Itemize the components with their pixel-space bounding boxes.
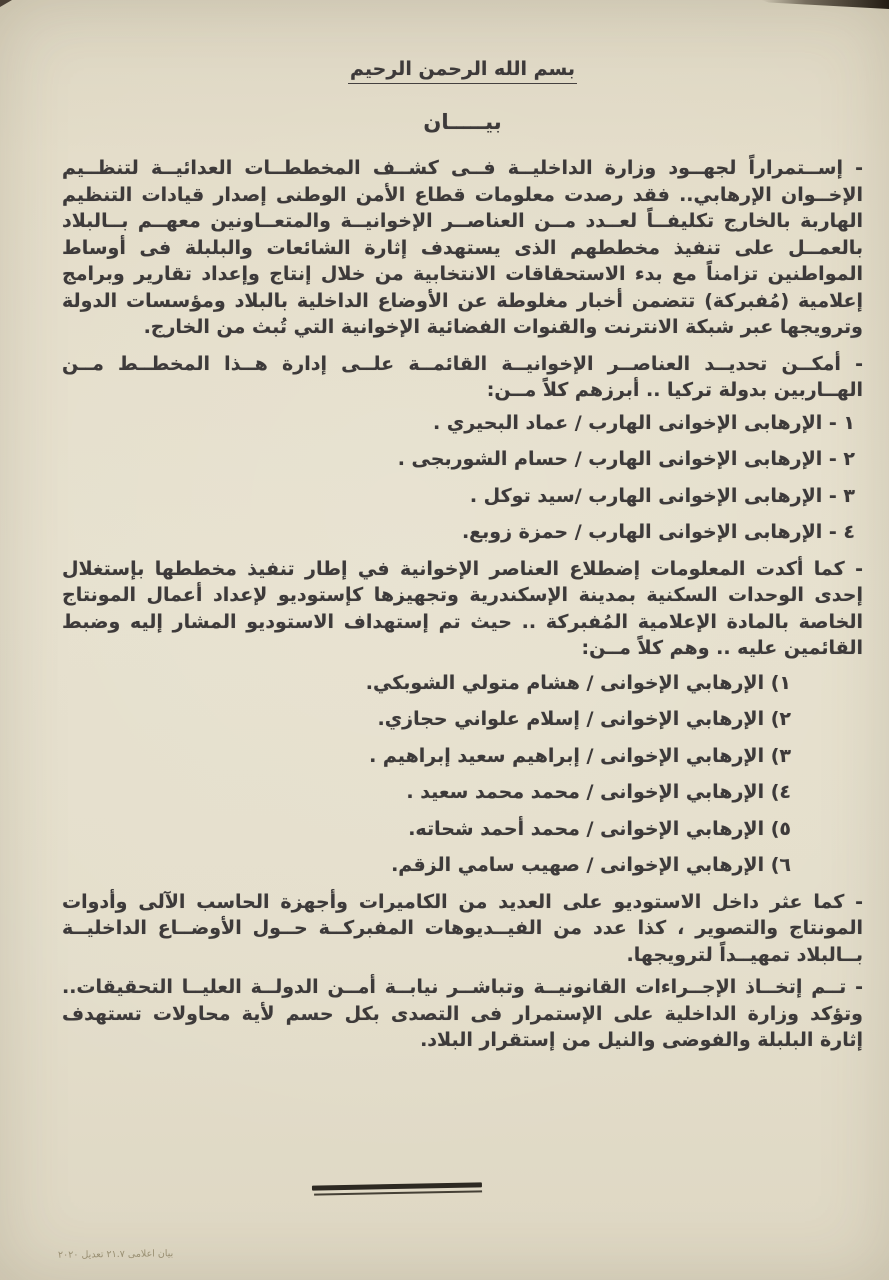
footer-stamp: بيان اعلامى ٢١.٧ تعديل ٢٠٢٠ (57, 1248, 174, 1261)
paragraph-legal-action: - تــم إتخــاذ الإجــراءات القانونيــة وتباشــر نيابــة أمــن الدولــة العليــا التحقيقات.. وتؤكد وزارة الداخلية على الإستمرار فى التصدى بكل حسم لأية محاولات تستهدف إثارة البلبلة والفوضى والنيل من إستقرار البلاد. (62, 976, 863, 1051)
arrested-persons-list (62, 670, 863, 879)
fugitive-item: ١ - الإرهابى الإخوانى الهارب / عماد البحيري . (432, 411, 855, 434)
arrested-item: ٥) الإرهابي الإخوانى / محمد أحمد شحاته. (408, 817, 791, 840)
arrested-item: ٦) الإرهابي الإخوانى / صهيب سامي الزقم. (391, 854, 791, 876)
statement-title: بيـــــان (423, 109, 502, 134)
closing-rule (312, 1182, 482, 1195)
arrested-item: ٣) الإرهابي الإخوانى / إبراهيم سعيد إبراهيم . (369, 744, 791, 767)
fugitive-item: ٢ - الإرهابى الإخوانى الهارب / حسام الشوربجى . (397, 448, 855, 470)
fugitive-item: ٤ - الإرهابى الإخوانى الهارب / حمزة زوبع. (461, 521, 855, 543)
paragraph-turkey-leaders: - أمكــن تحديــد العناصــر الإخوانيــة القائمــة علــى إدارة هــذا المخطــط مــن الهــاربين بدولة تركيا .. أبرزهم كلاً مــن: (62, 352, 863, 401)
fugitive-item: ٣ - الإرهابى الإخوانى الهارب /سيد توكل . (469, 484, 855, 507)
paragraph-studio-raid: - كما أكدت المعلومات إضطلاع العناصر الإخوانية في إطار تنفيذ مخططها بإستغلال إحدى الوحدات السكنية بمدينة الإسكندرية وتجهيزها كإستوديو لإعداد أعمال المونتاج الخاصة بالمادة الإعلامية المُفبركة .. حيث تم إستهداف الاستوديو المشار إليه وضبط القائمين عليه .. وهم كلاً مــن: (62, 557, 863, 659)
arrested-item: ١) الإرهابي الإخوانى / هشام متولي الشوبكي. (365, 671, 791, 694)
closing-rule-thin-line (314, 1190, 482, 1195)
paragraph-plot-monitoring: - إســتمراراً لجهــود وزارة الداخليــة فــى كشــف المخططــات العدائيــة لتنظــيم الإخــوان الإرهابي.. فقد رصدت معلومات قطاع الأمن الوطنى إصدار قيادات التنظيم الهاربة بالخارج تكليفــاً لعــدد مــن العناصــر الإخوانيــة والمتعــاونين معهــم بــالبلاد بالعمــل على تنفيذ مخططهم الذى يستهدف إثارة الشائعات والبلبلة فى أوساط المواطنين تزامناً مع بدء الاستحقاقات الانتخابية من خلال إنتاج وإعداد تقارير وبرامج إعلامية (مُفبركة) تتضمن أخبار مغلوطة عن الأوضاع الداخلية بالبلاد ومؤسسات الدولة وترويجها عبر شبكة الانترنت والقنوات الفضائية الإخوانية التي تُبث من الخارج. (62, 157, 863, 338)
arrested-item: ٤) الإرهابي الإخوانى / محمد محمد سعيد . (406, 781, 791, 803)
fugitive-leaders-list (62, 410, 863, 546)
arrested-item: ٢) الإرهابي الإخوانى / إسلام علواني حجازي. (377, 708, 791, 730)
paragraph-seized-equipment: - كما عثر داخل الاستوديو على العديد من الكاميرات وأجهزة الحاسب الآلى وأدوات المونتاج والتصوير ، كذا عدد من الفيــديوهات المفبركــة حــول الأوضــاع الداخليــة بــالبلاد تمهيــداً لترويجها. (62, 890, 863, 966)
basmala: بسم الله الرحمن الرحيم (62, 56, 863, 83)
